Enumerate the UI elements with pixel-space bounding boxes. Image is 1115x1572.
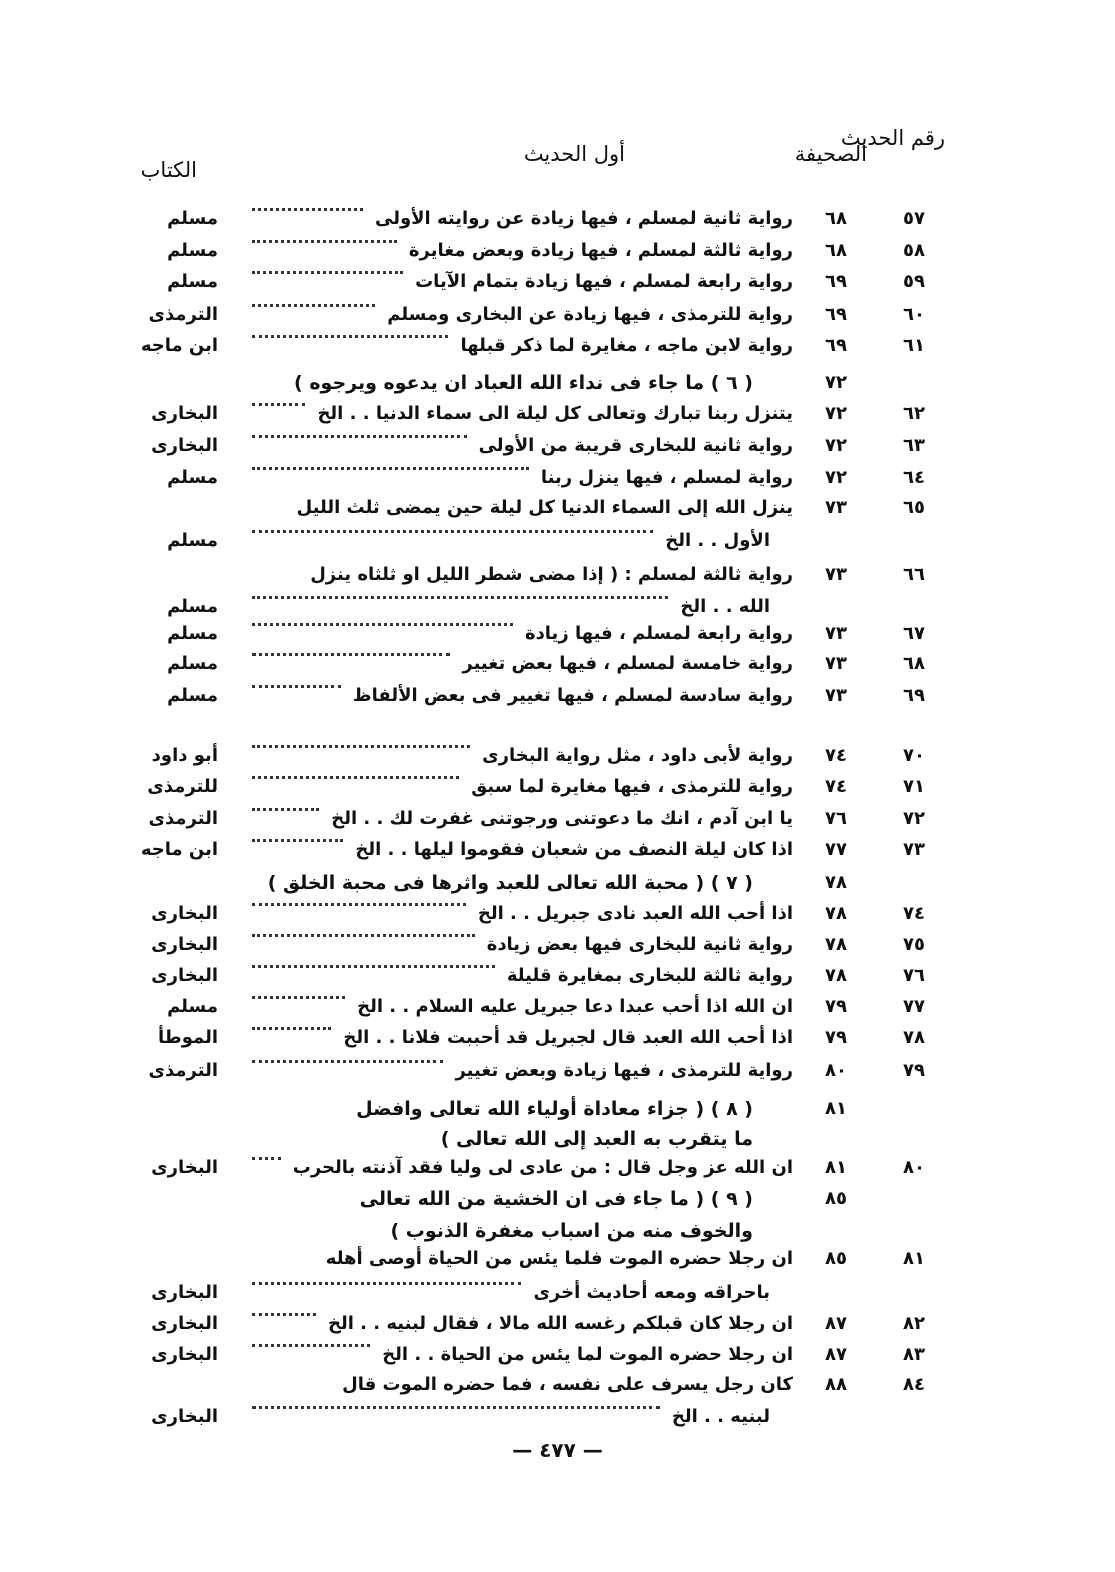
book-name: الترمذى <box>148 808 218 829</box>
dotted-leader <box>252 623 513 626</box>
section-heading-row <box>0 372 1115 406</box>
hadith-beginning: اذا كان ليلة النصف من شعبان فقوموا ليلها . . الخ <box>355 839 793 860</box>
table-row <box>0 1248 1115 1282</box>
hadith-number: ٦٥ <box>903 497 925 518</box>
hadith-beginning: رواية للترمذى ، فيها زيادة وبعض تغيير <box>455 1060 793 1081</box>
hadith-number: ٧١ <box>903 776 925 797</box>
dotted-leader <box>252 403 305 406</box>
page-ref: ٧٣ <box>825 653 847 674</box>
table-row <box>0 1406 1115 1440</box>
hadith-number: ٧٨ <box>903 1027 925 1048</box>
dotted-leader <box>252 934 475 937</box>
hadith-beginning: رواية خامسة لمسلم ، فيها بعض تغيير <box>462 653 793 674</box>
hadith-number: ٧٥ <box>903 934 925 955</box>
page-ref: ٧٩ <box>825 996 847 1017</box>
book-name: البخارى <box>151 965 218 986</box>
dotted-leader <box>252 965 495 968</box>
header-hadith-number: رقم الحديث <box>840 126 945 150</box>
dotted-leader <box>252 1060 443 1063</box>
hadith-beginning: رواية لأبى داود ، مثل رواية البخارى <box>482 745 793 766</box>
table-row <box>0 208 1115 242</box>
dotted-leader <box>252 530 653 533</box>
dotted-leader <box>252 335 448 338</box>
hadith-number: ٨١ <box>903 1248 925 1269</box>
table-row <box>0 1157 1115 1191</box>
table-row <box>0 1027 1115 1061</box>
book-name: مسلم <box>167 996 218 1017</box>
section-heading-row <box>0 1098 1115 1132</box>
book-name: مسلم <box>167 653 218 674</box>
dotted-leader <box>252 839 343 842</box>
hadith-number: ٨٤ <box>903 1374 925 1395</box>
book-name: ابن ماجه <box>140 335 218 356</box>
table-row <box>0 996 1115 1030</box>
page-ref: ٧٨ <box>825 872 847 893</box>
hadith-beginning: رواية ثالثة لمسلم : ( إذا مضى شطر الليل او ثلثاه ينزل <box>310 564 793 585</box>
hadith-beginning: ينزل الله إلى السماء الدنيا كل ليلة حين يمضى ثلث الليل <box>296 497 793 518</box>
book-name: الموطأ <box>158 1027 218 1048</box>
section-heading: والخوف منه من اسباب مغفرة الذنوب ) <box>390 1220 753 1242</box>
header-page: الصحيفة <box>794 142 867 166</box>
book-name: ابن ماجه <box>140 839 218 860</box>
book-name: الترمذى <box>148 304 218 325</box>
table-row <box>0 1060 1115 1094</box>
table-row <box>0 903 1115 937</box>
dotted-leader <box>252 1406 660 1409</box>
table-row <box>0 653 1115 687</box>
hadith-beginning: اذا أحب الله العبد قال لجبريل قد أحببت فلانا . . الخ <box>343 1027 793 1048</box>
page-ref: ٨٥ <box>825 1188 847 1209</box>
table-row <box>0 530 1115 564</box>
dotted-leader <box>252 208 363 211</box>
page-ref: ٦٩ <box>825 335 847 356</box>
table-row <box>0 1282 1115 1316</box>
hadith-beginning: الله . . الخ <box>680 596 770 617</box>
dotted-leader <box>252 271 403 274</box>
page-ref: ٧٢ <box>825 435 847 456</box>
book-name: البخارى <box>151 1282 218 1303</box>
hadith-beginning: رواية لابن ماجه ، مغايرة لما ذكر قبلها <box>460 335 793 356</box>
table-row <box>0 467 1115 501</box>
book-name: للترمذى <box>147 776 218 797</box>
table-row <box>0 564 1115 598</box>
hadith-number: ٧٤ <box>903 903 925 924</box>
book-name: البخارى <box>151 1157 218 1178</box>
section-heading: ( ٨ ) ( جزاء معاداة أولياء الله تعالى وافضل <box>356 1098 753 1120</box>
section-heading: ( ٩ ) ( ما جاء فى ان الخشية من الله تعالى <box>359 1188 753 1210</box>
dotted-leader <box>252 1282 521 1285</box>
hadith-beginning: كان رجل يسرف على نفسه ، فما حضره الموت قال <box>342 1374 793 1395</box>
hadith-number: ٦١ <box>903 335 925 356</box>
book-name: مسلم <box>167 467 218 488</box>
hadith-beginning: رواية ثالثة للبخارى بمغايرة قليلة <box>506 965 793 986</box>
dotted-leader <box>252 685 341 688</box>
page-ref: ٨٠ <box>825 1060 847 1081</box>
hadith-number: ٥٨ <box>903 240 925 261</box>
book-name: مسلم <box>167 596 218 617</box>
table-row <box>0 1344 1115 1378</box>
page-ref: ٧٤ <box>825 776 847 797</box>
page-ref: ٨٧ <box>825 1313 847 1334</box>
page-ref: ٧٩ <box>825 1027 847 1048</box>
hadith-beginning: يتنزل ربنا تبارك وتعالى كل ليلة الى سماء الدنيا . . الخ <box>317 403 793 424</box>
page-ref: ٧٧ <box>825 839 847 860</box>
hadith-number: ٦٢ <box>903 403 925 424</box>
hadith-number: ٧٠ <box>903 745 925 766</box>
hadith-beginning: رواية للترمذى ، فيها مغايرة لما سبق <box>471 776 793 797</box>
dotted-leader <box>252 903 466 906</box>
page-ref: ٧٣ <box>825 623 847 644</box>
hadith-number: ٥٩ <box>903 271 925 292</box>
page-ref: ٧٨ <box>825 934 847 955</box>
table-row <box>0 304 1115 338</box>
hadith-beginning: ان الله عز وجل قال : من عادى لى وليا فقد آذنته بالحرب <box>292 1157 793 1178</box>
table-row <box>0 403 1115 437</box>
page-ref: ٧٨ <box>825 903 847 924</box>
book-name: مسلم <box>167 271 218 292</box>
hadith-number: ٧٣ <box>903 839 925 860</box>
page-ref: ٨٨ <box>825 1374 847 1395</box>
table-row <box>0 1313 1115 1347</box>
hadith-beginning: رواية سادسة لمسلم ، فيها تغيير فى بعض الألفاظ <box>352 685 793 706</box>
book-name: البخارى <box>151 1313 218 1334</box>
book-name: مسلم <box>167 685 218 706</box>
book-name: أبو داود <box>151 745 218 766</box>
hadith-beginning: ان الله اذا أحب عبدا دعا جبريل عليه السلام . . الخ <box>357 996 793 1017</box>
hadith-number: ٨٢ <box>903 1313 925 1334</box>
book-name: البخارى <box>151 435 218 456</box>
dotted-leader <box>252 776 459 779</box>
book-name: البخارى <box>151 1406 218 1427</box>
table-row <box>0 745 1115 779</box>
page-ref: ٧٢ <box>825 372 847 393</box>
book-name: مسلم <box>167 623 218 644</box>
table-row <box>0 240 1115 274</box>
hadith-number: ٦٠ <box>903 304 925 325</box>
hadith-number: ٦٩ <box>903 685 925 706</box>
hadith-number: ٦٨ <box>903 653 925 674</box>
hadith-beginning: ان رجلا حضره الموت فلما يئس من الحياة أوصى أهله <box>325 1248 793 1269</box>
dotted-leader <box>252 1344 370 1347</box>
book-name: البخارى <box>151 1344 218 1365</box>
hadith-beginning: ان رجلا حضره الموت لما يئس من الحياة . . الخ <box>382 1344 793 1365</box>
page-ref: ٧٣ <box>825 685 847 706</box>
dotted-leader <box>252 304 375 307</box>
table-row <box>0 685 1115 719</box>
dotted-leader <box>252 467 529 470</box>
dotted-leader <box>252 1157 281 1160</box>
page-ref: ٧٦ <box>825 808 847 829</box>
table-row <box>0 965 1115 999</box>
hadith-beginning: ان رجلا كان قبلكم رغسه الله مالا ، فقال لبنيه . . الخ <box>327 1313 793 1334</box>
hadith-beginning: الأول . . الخ <box>665 530 770 551</box>
page-ref: ٨٥ <box>825 1248 847 1269</box>
hadith-beginning: يا ابن آدم ، انك ما دعوتنى ورجوتنى غفرت لك . . الخ <box>331 808 793 829</box>
hadith-beginning: رواية ثالثة لمسلم ، فيها زيادة وبعض مغايرة <box>408 240 793 261</box>
section-heading-row <box>0 872 1115 906</box>
hadith-number: ٧٩ <box>903 1060 925 1081</box>
page-ref: ٦٩ <box>825 304 847 325</box>
table-row <box>0 1374 1115 1408</box>
dotted-leader <box>252 1313 316 1316</box>
dotted-leader <box>252 240 397 243</box>
table-row <box>0 839 1115 873</box>
hadith-beginning: اذا أحب الله العبد نادى جبريل . . الخ <box>477 903 793 924</box>
hadith-number: ٦٦ <box>903 564 925 585</box>
book-name: مسلم <box>167 240 218 261</box>
section-heading: ( ٦ ) ما جاء فى نداء الله العباد ان يدعوه ويرجوه ) <box>294 372 753 394</box>
page-ref: ٧٣ <box>825 497 847 518</box>
page-ref: ٨١ <box>825 1157 847 1178</box>
header-book: الكتاب <box>140 158 197 182</box>
header-hadith-beginning: أول الحديث <box>523 142 625 166</box>
hadith-number: ٨٣ <box>903 1344 925 1365</box>
page-ref: ٧٢ <box>825 403 847 424</box>
section-heading-row <box>0 1188 1115 1222</box>
page-ref: ٧٨ <box>825 965 847 986</box>
page-ref: ٨١ <box>825 1098 847 1119</box>
page-ref: ٧٤ <box>825 745 847 766</box>
table-row <box>0 623 1115 657</box>
hadith-beginning: رواية رابعة لمسلم ، فيها زيادة بتمام الآيات <box>415 271 793 292</box>
page-ref: ٦٨ <box>825 208 847 229</box>
table-row <box>0 497 1115 531</box>
table-row <box>0 435 1115 469</box>
table-row <box>0 808 1115 842</box>
page-ref: ٦٨ <box>825 240 847 261</box>
hadith-beginning: رواية لمسلم ، فيها ينزل ربنا <box>540 467 793 488</box>
hadith-number: ٦٧ <box>903 623 925 644</box>
page-ref: ٧٣ <box>825 564 847 585</box>
dotted-leader <box>252 596 668 599</box>
hadith-beginning: باحراقه ومعه أحاديث أخرى <box>533 1282 770 1303</box>
dotted-leader <box>252 653 450 656</box>
table-row <box>0 335 1115 369</box>
hadith-number: ٧٦ <box>903 965 925 986</box>
page-ref: ٨٧ <box>825 1344 847 1365</box>
hadith-beginning: لبنيه . . الخ <box>671 1406 770 1427</box>
book-name: البخارى <box>151 934 218 955</box>
table-row <box>0 271 1115 305</box>
book-name: مسلم <box>167 208 218 229</box>
hadith-beginning: رواية ثانية لمسلم ، فيها زيادة عن روايته الأولى <box>375 208 793 229</box>
hadith-beginning: رواية رابعة لمسلم ، فيها زيادة <box>524 623 793 644</box>
dotted-leader <box>252 996 345 999</box>
hadith-beginning: رواية للترمذى ، فيها زيادة عن البخارى ومسلم <box>387 304 793 325</box>
hadith-number: ٧٧ <box>903 996 925 1017</box>
dotted-leader <box>252 808 319 811</box>
table-row <box>0 776 1115 810</box>
hadith-number: ٥٧ <box>903 208 925 229</box>
dotted-leader <box>252 1027 331 1030</box>
book-name: البخارى <box>151 903 218 924</box>
table-row <box>0 934 1115 968</box>
hadith-number: ٦٤ <box>903 467 925 488</box>
section-heading: ( ٧ ) ( محبة الله تعالى للعبد واثرها فى محبة الخلق ) <box>267 872 753 894</box>
hadith-number: ٨٠ <box>903 1157 925 1178</box>
page-ref: ٧٢ <box>825 467 847 488</box>
dotted-leader <box>252 745 470 748</box>
hadith-number: ٧٢ <box>903 808 925 829</box>
hadith-number: ٦٣ <box>903 435 925 456</box>
book-name: البخارى <box>151 403 218 424</box>
page-ref: ٦٩ <box>825 271 847 292</box>
dotted-leader <box>252 435 467 438</box>
book-name: مسلم <box>167 530 218 551</box>
hadith-beginning: رواية ثانية للبخارى قريبة من الأولى <box>478 435 793 456</box>
book-name: الترمذى <box>148 1060 218 1081</box>
section-heading: ما يتقرب به العبد إلى الله تعالى ) <box>440 1128 753 1150</box>
page-number: — ٤٧٧ — <box>512 1438 603 1462</box>
hadith-beginning: رواية ثانية للبخارى فيها بعض زيادة <box>486 934 793 955</box>
